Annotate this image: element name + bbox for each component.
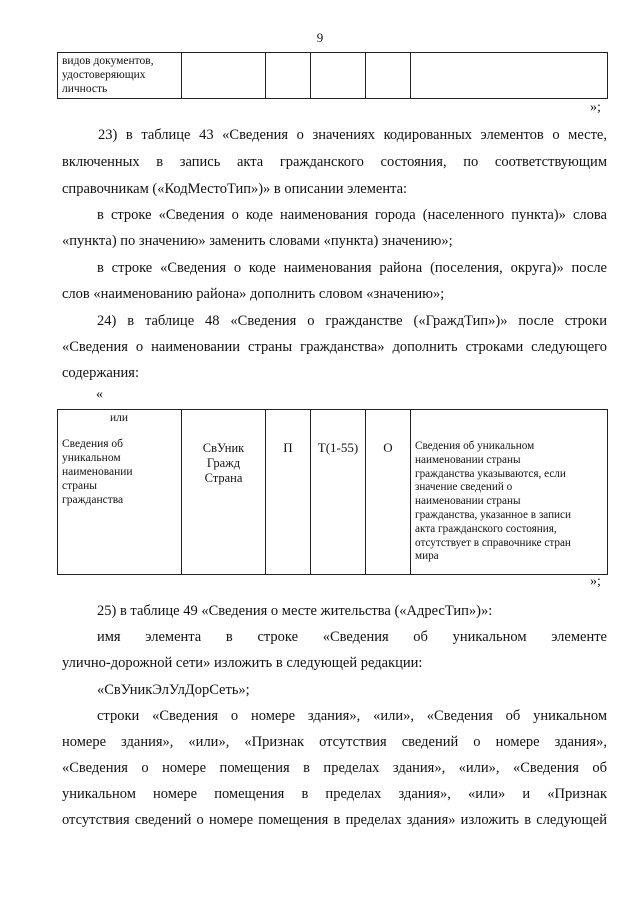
paragraph-25b-line-1: «СвУникЭлУлДорСеть»; [97,682,250,698]
table-cell-format: Т(1-55) [311,410,366,575]
table-cell-name [58,53,182,99]
paragraph-25c-line-1: строки «Сведения о номере здания», «или», «Сведения об уникальном [97,708,607,724]
cell-line: личность [62,83,108,95]
cell-line: видов документов, [62,55,154,67]
closing-quote-mark: »; [590,100,601,115]
table-cell-name [58,410,182,575]
cell-line: гражданства указываются, если [415,467,566,480]
paragraph-25-line-1: 25) в таблице 49 «Сведения о месте жительства («АдресТип»)»: [97,603,493,619]
paragraph-24-line-2: «Сведения о наименовании страны гражданства» дополнить строками следующего [62,339,607,355]
table-cell-empty [411,53,608,99]
table-cell-req: О [366,410,411,575]
cell-line: наименовании страны [415,453,521,466]
cell-line: гражданства [62,494,124,506]
paragraph-23-line-1: 23) в таблице 43 «Сведения о значениях кодированных элементов о месте, [98,127,607,143]
paragraph-23-line-2: включенных в запись акта гражданского состояния, по соответствующим [62,154,607,170]
paragraph-25a-line-1: имя элемента в строке «Сведения об уникальном элементе [97,629,607,645]
table-row [58,410,608,575]
paragraph-23a-line-1: в строке «Сведения о коде наименования города (населенного пункта)» слова [97,207,607,223]
cell-line: страны [62,480,98,492]
table-cell-code [182,410,266,575]
cell-line: Сведения об [62,438,124,450]
cell-line: значение сведений о [415,481,513,494]
table-fragment-top [57,52,608,99]
cell-line: СвУник [202,441,245,455]
ili-label: или [110,412,129,424]
table-cell-empty [182,53,266,99]
table-cell-empty [311,53,366,99]
paragraph-23-line-3: справочникам («КодМестоТип»)» в описании элемента: [62,181,408,197]
table-cell-attr: П [266,410,311,575]
cell-line: акта гражданского состояния, [415,522,557,535]
cell-line: Гражд [206,456,241,470]
paragraph-25c-line-2: номере здания», «или», «Признак отсутствия сведений о номере здания», [62,734,607,750]
paragraph-25a-line-2: улично-дорожной сети» изложить в следующей редакции: [62,655,423,671]
cell-line: наименовании страны [415,495,521,508]
cell-line: мира [415,550,439,563]
paragraph-23b-line-2: слов «наименованию района» дополнить словом «значению»; [62,286,445,302]
paragraph-23a-line-2: «пункта) по значению» заменить словами «пункта) значению»; [62,233,453,249]
cell-line: Сведения об уникальном [415,440,535,452]
paragraph-25c-line-5: отсутствия сведений о номере помещения в пределах здания» изложить в следующей [62,812,607,828]
table-row [58,53,608,99]
cell-line: гражданства, указанное в записи [415,508,571,521]
cell-line: отсутствует в справочнике стран [415,536,571,549]
inserted-table [57,409,608,575]
opening-quote-mark: « [96,387,103,402]
paragraph-25c-line-4: уникальном номере помещения в пределах здания», «или» и «Признак [62,786,607,802]
paragraph-24-line-3: содержания: [62,365,140,381]
cell-line: уникальном [62,452,121,464]
paragraph-24-line-1: 24) в таблице 48 «Сведения о гражданстве («ГраждТип»)» после строки [97,313,607,329]
cell-line: Страна [204,471,243,485]
paragraph-25c-line-3: «Сведения о номере помещения в пределах здания», «или», «Сведения об [62,760,607,776]
cell-line: наименовании [62,466,133,478]
page-number: 9 [316,30,324,45]
closing-quote-mark: »; [590,574,601,589]
table-cell-empty [266,53,311,99]
table-cell-empty [366,53,411,99]
cell-line: удостоверяющих [62,69,146,81]
table-cell-note [411,410,608,575]
paragraph-23b-line-1: в строке «Сведения о коде наименования района (поселения, округа)» после [97,260,607,276]
